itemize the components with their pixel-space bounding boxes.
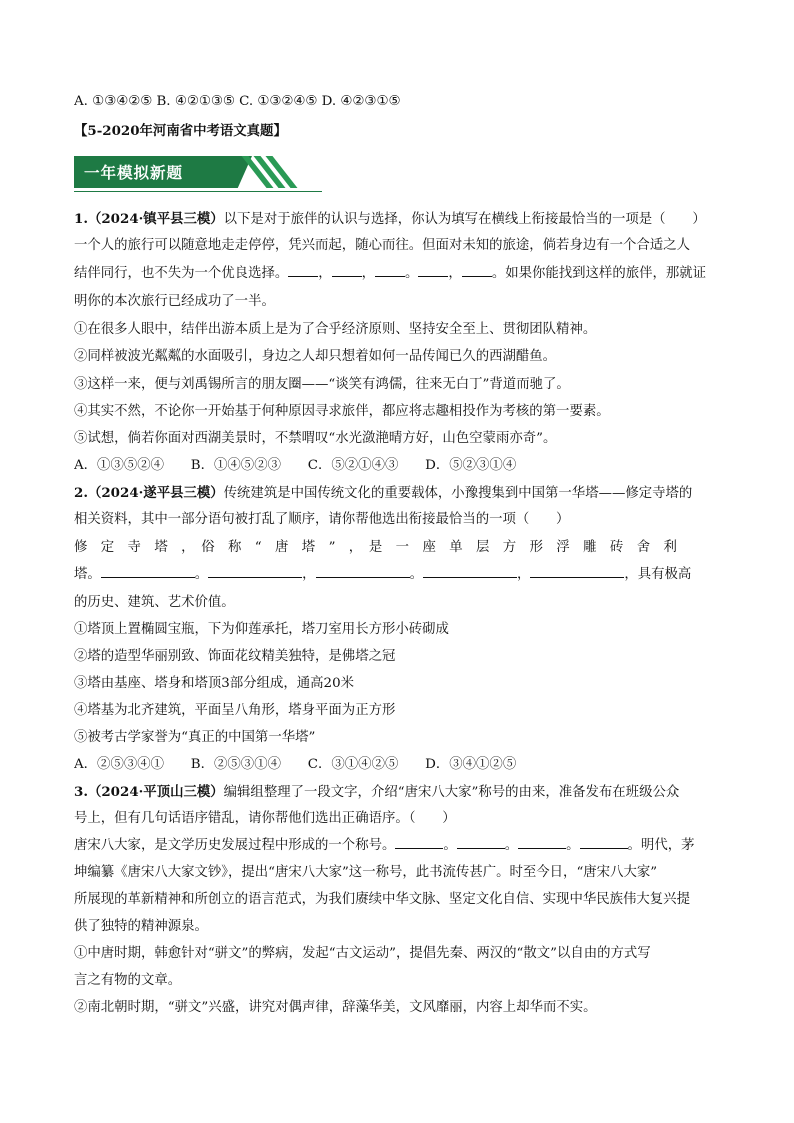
answer-blank[interactable] — [530, 565, 624, 578]
answer-blank[interactable] — [208, 565, 302, 578]
passage-text: 。如果你能找到这样的旅伴，那就证 — [491, 266, 707, 281]
question-3-head: 3.（2024·平顶山三模） — [74, 784, 224, 800]
question-1-passage-line: 结伴同行，也不失为一个优良选择。 ， ， 。 ， 。如果你能找到这样的旅伴，那就证 — [74, 266, 707, 281]
question-1-stem — [74, 209, 720, 230]
answer-blank[interactable] — [395, 836, 443, 849]
option-2: ②塔的造型华丽别致、饰面花纹精美独特，是佛塔之冠 — [74, 649, 396, 664]
passage-text: ，具有极高 — [624, 567, 692, 582]
question-3-passage-line: 供了独特的精神源泉。 — [74, 919, 208, 934]
option-2: ②南北朝时期，“骈文”兴盛，讲究对偶声律，辞藻华美，文风靡丽，内容上却华而不实。 — [74, 1000, 597, 1015]
answer-blank[interactable] — [518, 836, 566, 849]
answer-blank[interactable] — [423, 565, 517, 578]
question-1-passage-line: 明你的本次旅行已经成功了一半。 — [74, 294, 275, 309]
banner-title: 一年模拟新题 — [84, 164, 184, 182]
question-1-head: 1.（2024·镇平县三模） — [74, 211, 224, 227]
question-3-stem-line: 号上，但有几句话语序错乱，请你帮他们选出正确语序。（ ） — [74, 811, 456, 826]
option-1-continued: 言之有物的文章。 — [74, 973, 182, 988]
question-3-stem-text: 编辑组整理了一段文字，介绍“唐宋八大家”称号的由来，准备发布在班级公众 — [223, 785, 680, 800]
option-3: ③这样一来，便与刘禹锡所言的朋友圈——“谈笑有鸿儒，往来无白丁”背道而驰了。 — [74, 377, 570, 392]
answer-blank[interactable] — [332, 264, 362, 277]
answer-blank[interactable] — [375, 264, 405, 277]
question-3-passage-line: 坤编纂《唐宋八大家文钞》，提出“唐宋八大家”这一称号，此书流传甚广。时至今日，“唐宋八大家” — [74, 865, 658, 880]
option-4: ④塔基为北齐建筑，平面呈八角形，塔身平面为正方形 — [74, 703, 396, 718]
answer-blank[interactable] — [580, 836, 628, 849]
previous-answer-choices: A. ①③④②⑤ B. ④②①③⑤ C. ①③②④⑤ D. ④②③①⑤ — [74, 94, 401, 109]
question-2-stem-line: 相关资料，其中一部分语句被打乱了顺序，请你帮他选出衔接最恰当的一项（ ） — [74, 512, 570, 527]
option-3: ③塔由基座、塔身和塔顶3部分组成，通高20米 — [74, 676, 354, 691]
question-3-stem — [74, 782, 720, 803]
answer-blank[interactable] — [316, 565, 410, 578]
question-2-stem-text: 传统建筑是中国传统文化的重要载体，小豫搜集到中国第一华塔——修定寺塔的 — [223, 486, 693, 501]
source-note: 【5-2020年河南省中考语文真题】 — [74, 123, 287, 139]
passage-text: 。明代，茅 — [627, 838, 695, 853]
option-4: ④其实不然，不论你一开始基于何种原因寻求旅伴，都应将志趣相投作为考核的第一要素。 — [74, 404, 610, 419]
question-1-passage-line: 一个人的旅行可以随意地走走停停，凭兴而起，随心而往。但面对未知的旅途，倘若身边有一个合适之人 — [74, 238, 690, 253]
banner-underline — [74, 191, 322, 192]
question-3-passage-line: 唐宋八大家，是文学历史发展过程中形成的一个称号。 。 。 。 。明代，茅 — [74, 838, 695, 853]
question-2-head: 2.（2024·遂平县三模） — [74, 485, 224, 501]
passage-text: 塔。 — [74, 567, 101, 582]
option-5: ⑤被考古学家誉为“真正的中国第一华塔” — [74, 730, 316, 745]
passage-text: 唐宋八大家，是文学历史发展过程中形成的一个称号。 — [74, 838, 396, 853]
question-2-choices[interactable]: A．②⑤③④① B．②⑤③①④ C．③①④②⑤ D．③④①②⑤ — [74, 757, 517, 772]
passage-text: 结伴同行，也不失为一个优良选择。 — [74, 266, 289, 281]
question-2-passage-line: 塔。 。 ， 。 ， ，具有极高 — [74, 567, 692, 582]
option-1: ①塔顶上置椭圆宝瓶，下为仰莲承托，塔刀室用长方形小砖砌成 — [74, 622, 449, 637]
question-1-choices[interactable]: A．①③⑤②④ B．①④⑤②③ C．⑤②①④③ D．⑤②③①④ — [74, 458, 517, 473]
answer-blank[interactable] — [462, 264, 492, 277]
answer-blank[interactable] — [288, 264, 318, 277]
option-2: ②同样被波光粼粼的水面吸引，身边之人却只想着如何一品传闻已久的西湖醋鱼。 — [74, 349, 557, 364]
option-5: ⑤试想，倘若你面对西湖美景时，不禁喟叹“水光潋滟晴方好，山色空蒙雨亦奇”。 — [74, 431, 557, 446]
section-banner — [74, 156, 322, 194]
option-1: ①中唐时期，韩愈针对“骈文”的弊病，发起“古文运动”，提倡先秦、两汉的“散文”以自由的方式写 — [74, 946, 651, 961]
question-2-passage-line: 修 定 寺 塔 ， 俗 称 “ 唐 塔 ” ， 是 一 座 单 层 方 形 浮 雕 砖 舍 利 — [74, 540, 677, 555]
option-1: ①在很多人眼中，结伴出游本质上是为了合乎经济原则、坚持安全至上、贯彻团队精神。 — [74, 322, 597, 337]
question-2-stem — [74, 483, 720, 504]
question-2-passage-line: 的历史、建筑、艺术价值。 — [74, 595, 235, 610]
answer-blank[interactable] — [418, 264, 448, 277]
question-1-stem-text: 以下是对于旅伴的认识与选择，你认为填写在横线上衔接最恰当的一项是（ ） — [223, 212, 706, 227]
answer-blank[interactable] — [101, 565, 195, 578]
question-3-passage-line: 所展现的革新精神和所创立的语言范式，为我们赓续中华文脉、坚定文化自信、实现中华民族伟大复兴提 — [74, 892, 690, 907]
answer-blank[interactable] — [457, 836, 505, 849]
